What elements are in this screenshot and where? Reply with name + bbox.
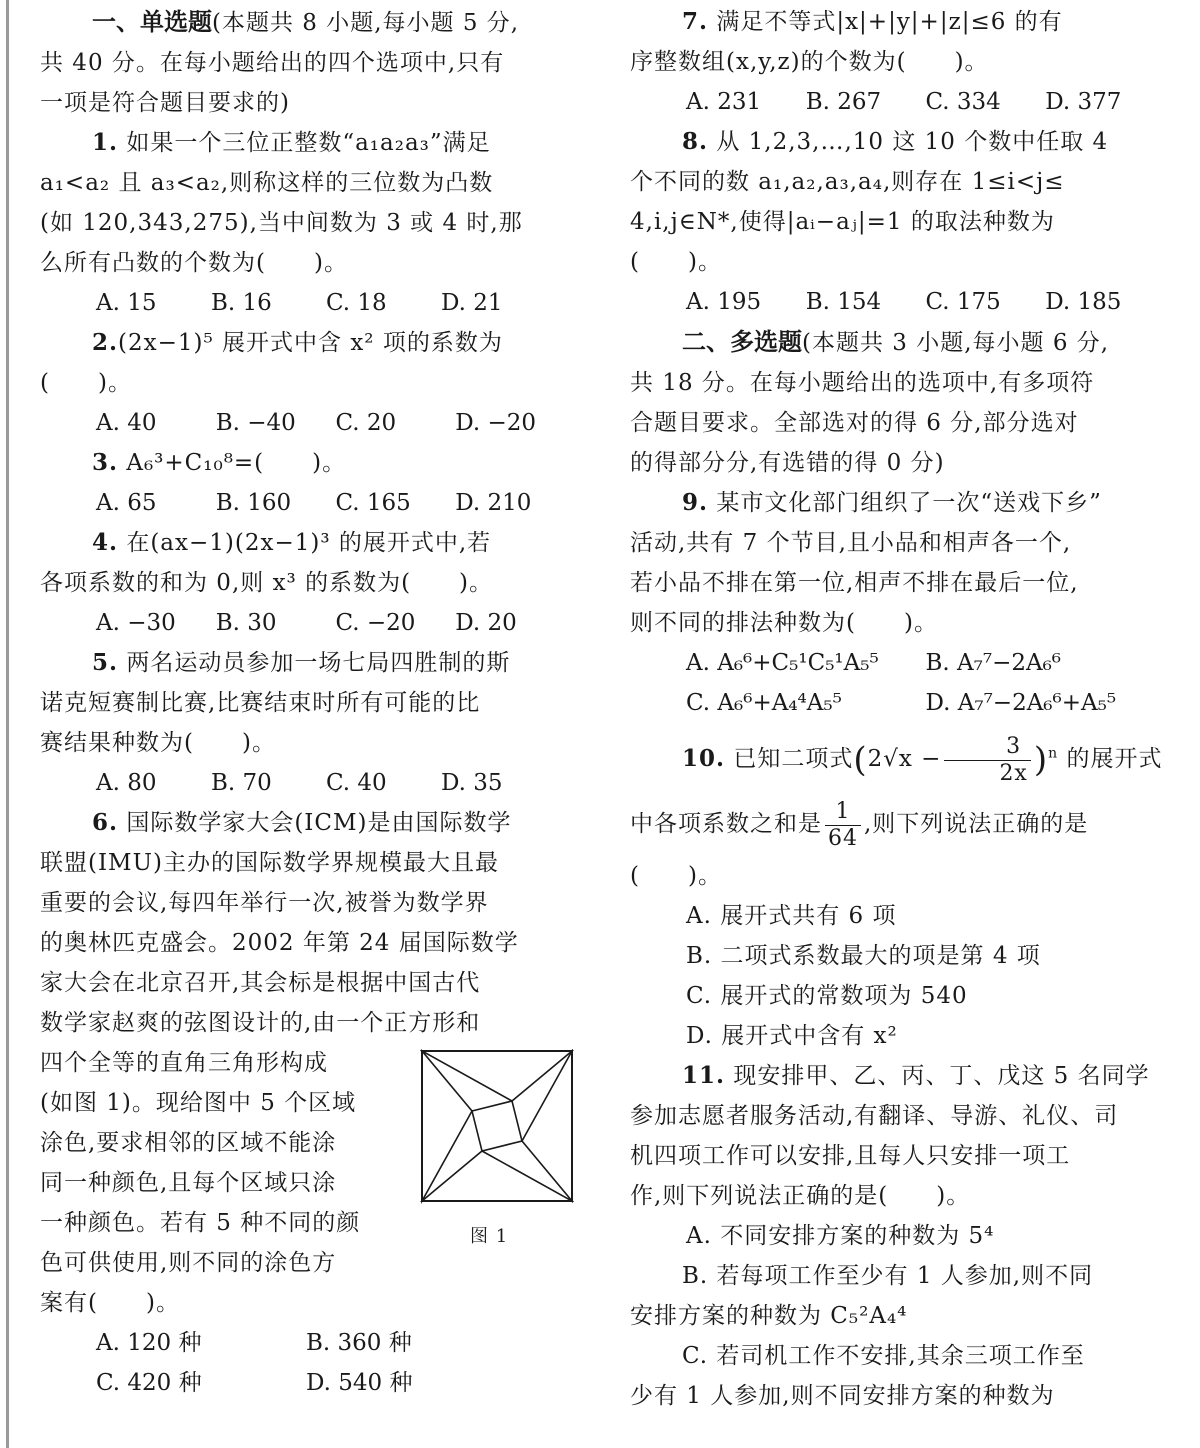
question-6-text-2: 联盟(IMU)主办的国际数学界规模最大且最 [40,850,499,876]
question-8-options [630,282,1165,322]
question-6-text-13: 案有( )。 [40,1290,180,1316]
question-9-line-1 [630,483,1165,523]
section2-header [630,322,1165,363]
right-column [630,2,1165,1416]
option-c: C. 175 [925,289,1001,315]
question-8-text-2: 个不同的数 a₁,a₂,a₃,a₄,则存在 1≤i<j≤ [630,169,1065,195]
question-3-line-1 [40,443,575,483]
question-6-text-7: 四个全等的直角三角形构成 [40,1050,328,1076]
question-9-text-3: 若小品不排在第一位,相声不排在最后一位, [630,570,1079,596]
option-d: D. A₇⁷−2A₆⁶+A₅⁵ [925,690,1117,716]
question-10-line-1 [630,727,1165,792]
question-6-text-10: 同一种颜色,且每个区域只涂 [40,1170,337,1196]
section1-note-b: 共 40 分。在每小题给出的四个选项中,只有 [40,50,505,76]
option-b: B. 30 [215,610,277,636]
question-2-options [40,403,575,443]
question-1-line-1 [40,123,575,163]
question-7-text-2: 序整数组(x,y,z)的个数为( )。 [630,49,989,75]
option-b: B. 154 [805,289,882,315]
question-11-text-4: 作,则下列说法正确的是( )。 [630,1183,971,1209]
question-1-text-1: 如果一个三位正整数“a₁a₂a₃”满足 [126,130,491,156]
question-10-post: 的展开式 [1066,746,1163,772]
section2-title: 二、多选题 [682,328,802,356]
question-6-options-row-2 [40,1363,575,1403]
question-10-option-d: D. 展开式中含有 x² [686,1023,898,1049]
figure-1 [420,1049,574,1269]
option-a: A. 195 [686,289,762,315]
section2-note-c: 合题目要求。全部选对的得 6 分,部分选对 [630,410,1079,436]
fraction-denominator: 64 [825,825,861,852]
exponent-n: n [1048,745,1059,762]
question-7-options [630,82,1165,122]
option-d: D. 185 [1045,289,1122,315]
question-1-text-2: a₁<a₂ 且 a₃<a₂,则称这样的三位数为凸数 [40,170,494,196]
option-d: D. −20 [455,410,537,436]
question-9-text-4: 则不同的排法种数为( )。 [630,610,938,636]
question-4-line-1 [40,523,575,563]
question-6-text-11: 一种颜色。若有 5 种不同的颜 [40,1210,361,1236]
question-11-number: 11. [682,1062,726,1089]
question-10-number: 10. [682,745,726,772]
question-11-option-a: A. 不同安排方案的种数为 5⁴ [686,1223,995,1249]
question-7-line-1 [630,2,1165,42]
section1-header [40,2,575,43]
option-a: A. 65 [96,490,157,516]
question-10-option-b: B. 二项式系数最大的项是第 4 项 [686,943,1041,969]
zhao-shuang-chord-diagram [420,1049,574,1209]
option-c: C. 18 [326,290,387,316]
question-8-text-4: ( )。 [630,249,722,275]
option-b: B. 16 [211,290,272,316]
section2-note-d: 的得部分分,有选错的得 0 分) [630,450,945,476]
option-a: A. 80 [96,770,157,796]
page-edge-bar [6,0,9,1448]
option-b: B. 160 [215,490,292,516]
section1-title: 一、单选题 [92,8,212,36]
question-10-l2-post: ,则下列说法正确的是 [864,811,1089,837]
section2-note-a: (本题共 3 小题,每小题 6 分, [802,330,1110,356]
option-b: B. 70 [211,770,272,796]
question-11-option-c-2: 少有 1 人参加,则不同安排方案的种数为 [630,1383,1055,1409]
question-6-text-5: 家大会在北京召开,其会标是根据中国古代 [40,970,481,996]
question-11-text-3: 机四项工作可以安排,且每人只安排一项工 [630,1143,1071,1169]
fraction-1-over-64 [825,799,861,852]
option-d: D. 540 种 [306,1370,413,1396]
question-6-figure-block [40,1043,575,1323]
figure-1-caption: 图 1 [470,1226,509,1247]
question-8-line-1 [630,122,1165,162]
option-b: B. −40 [215,410,296,436]
option-d: D. 35 [441,770,503,796]
fraction-numerator: 1 [835,798,851,824]
option-c: C. −20 [335,610,416,636]
question-6-text-9: 涂色,要求相邻的区域不能涂 [40,1130,337,1156]
question-9-text-1: 某市文化部门组织了一次“送戏下乡” [716,490,1102,516]
question-5-text-1: 两名运动员参加一场七局四胜制的斯 [126,650,511,676]
question-10-text-3: ( )。 [630,863,722,889]
question-6-number: 6. [92,809,119,836]
paren-open: ( [853,740,868,780]
option-d: D. 21 [441,290,503,316]
option-a: A. 40 [96,410,157,436]
option-c: C. 40 [326,770,387,796]
option-c: C. A₆⁶+A₄⁴A₅⁵ [686,690,842,716]
question-11-line-1 [630,1056,1165,1096]
question-9-text-2: 活动,共有 7 个节目,且小品和相声各一个, [630,530,1072,556]
question-10-expr: 2√x − [867,746,942,772]
fraction-3-over-2x [944,734,1030,787]
option-d: D. 377 [1045,89,1122,115]
question-5-line-1 [40,643,575,683]
question-8-number: 8. [682,128,709,155]
question-6-text-4: 的奥林匹克盛会。2002 年第 24 届国际数学 [40,930,519,956]
option-c: C. 20 [335,410,397,436]
question-9-number: 9. [682,489,709,516]
question-3-options [40,483,575,523]
question-1-number: 1. [92,129,119,156]
question-10-l2-pre: 中各项系数之和是 [630,811,822,837]
option-c: C. 420 种 [96,1370,202,1396]
question-5-number: 5. [92,649,119,676]
question-8-text-1: 从 1,2,3,…,10 这 10 个数中任取 4 [716,129,1109,155]
question-2-line-1 [40,323,575,363]
fraction-numerator: 3 [1006,733,1022,759]
section1-note-a: (本题共 8 小题,每小题 5 分, [212,10,520,36]
option-a: A. −30 [96,610,176,636]
section1-note-c: 一项是符合题目要求的) [40,90,290,116]
question-2-number: 2. [92,329,119,356]
question-10-option-c: C. 展开式的常数项为 540 [686,983,968,1009]
question-4-text-2: 各项系数的和为 0,则 x³ 的系数为( )。 [40,570,494,596]
option-c: C. 165 [335,490,411,516]
option-b: B. 267 [805,89,882,115]
question-11-option-c-1: C. 若司机工作不安排,其余三项工作至 [682,1343,1085,1369]
question-3-number: 3. [92,449,119,476]
question-8-text-3: 4,i,j∈N*,使得|aᵢ−aⱼ|=1 的取法种数为 [630,209,1055,235]
question-2-text-2: ( )。 [40,370,132,396]
option-a: A. 231 [686,89,762,115]
question-1-text-3: (如 120,343,275),当中间数为 3 或 4 时,那 [40,210,523,236]
paren-close: ) [1033,740,1049,780]
question-11-option-b-1: B. 若每项工作至少有 1 人参加,则不同 [682,1263,1094,1289]
question-4-number: 4. [92,529,119,556]
question-4-text-1: 在(ax−1)(2x−1)³ 的展开式中,若 [126,530,492,556]
question-10-pre: 已知二项式 [733,746,854,772]
option-d: D. 210 [455,490,532,516]
question-10-option-a: A. 展开式共有 6 项 [686,903,897,929]
option-d: D. 20 [455,610,517,636]
question-6-text-3: 重要的会议,每四年举行一次,被誉为数学界 [40,890,489,916]
option-a: A. A₆⁶+C₅¹C₅¹A₅⁵ [686,650,879,676]
option-b: B. 360 种 [306,1330,412,1356]
question-5-options [40,763,575,803]
question-4-options [40,603,575,643]
question-1-options [40,283,575,323]
question-9-options-row-1 [630,643,1165,683]
question-2-text-1: (2x−1)⁵ 展开式中含 x² 项的系数为 [118,330,503,356]
question-6-text-8: (如图 1)。现给图中 5 个区域 [40,1090,357,1116]
option-a: A. 15 [96,290,157,316]
question-10-line-2 [630,792,1165,856]
question-6-text-12: 色可供使用,则不同的涂色方 [40,1250,337,1276]
option-b: B. A₇⁷−2A₆⁶ [925,650,1062,676]
option-c: C. 334 [925,89,1001,115]
question-7-number: 7. [682,8,709,35]
question-11-text-1: 现安排甲、乙、丙、丁、戊这 5 名同学 [733,1063,1150,1089]
question-6-text-6: 数学家赵爽的弦图设计的,由一个正方形和 [40,1010,481,1036]
option-a: A. 120 种 [96,1330,202,1356]
left-column [40,2,575,1403]
question-7-text-1: 满足不等式|x|+|y|+|z|≤6 的有 [716,9,1063,35]
question-1-text-4: 么所有凸数的个数为( )。 [40,250,348,276]
question-6-options-row-1 [40,1323,575,1363]
question-6-line-1 [40,803,575,843]
fraction-denominator: 2x [944,760,1030,787]
question-11-text-2: 参加志愿者服务活动,有翻译、导游、礼仪、司 [630,1103,1119,1129]
question-5-text-2: 诺克短赛制比赛,比赛结束时所有可能的比 [40,690,481,716]
question-11-option-b-2: 安排方案的种数为 C₅²A₄⁴ [630,1303,908,1329]
question-6-text-1: 国际数学家大会(ICM)是由国际数学 [126,810,512,836]
question-9-options-row-2 [630,683,1165,723]
question-5-text-3: 赛结果种数为( )。 [40,730,276,756]
question-3-text-1: A₆³+C₁₀⁸=( )。 [126,450,347,476]
section2-note-b: 共 18 分。在每小题给出的选项中,有多项符 [630,370,1095,396]
